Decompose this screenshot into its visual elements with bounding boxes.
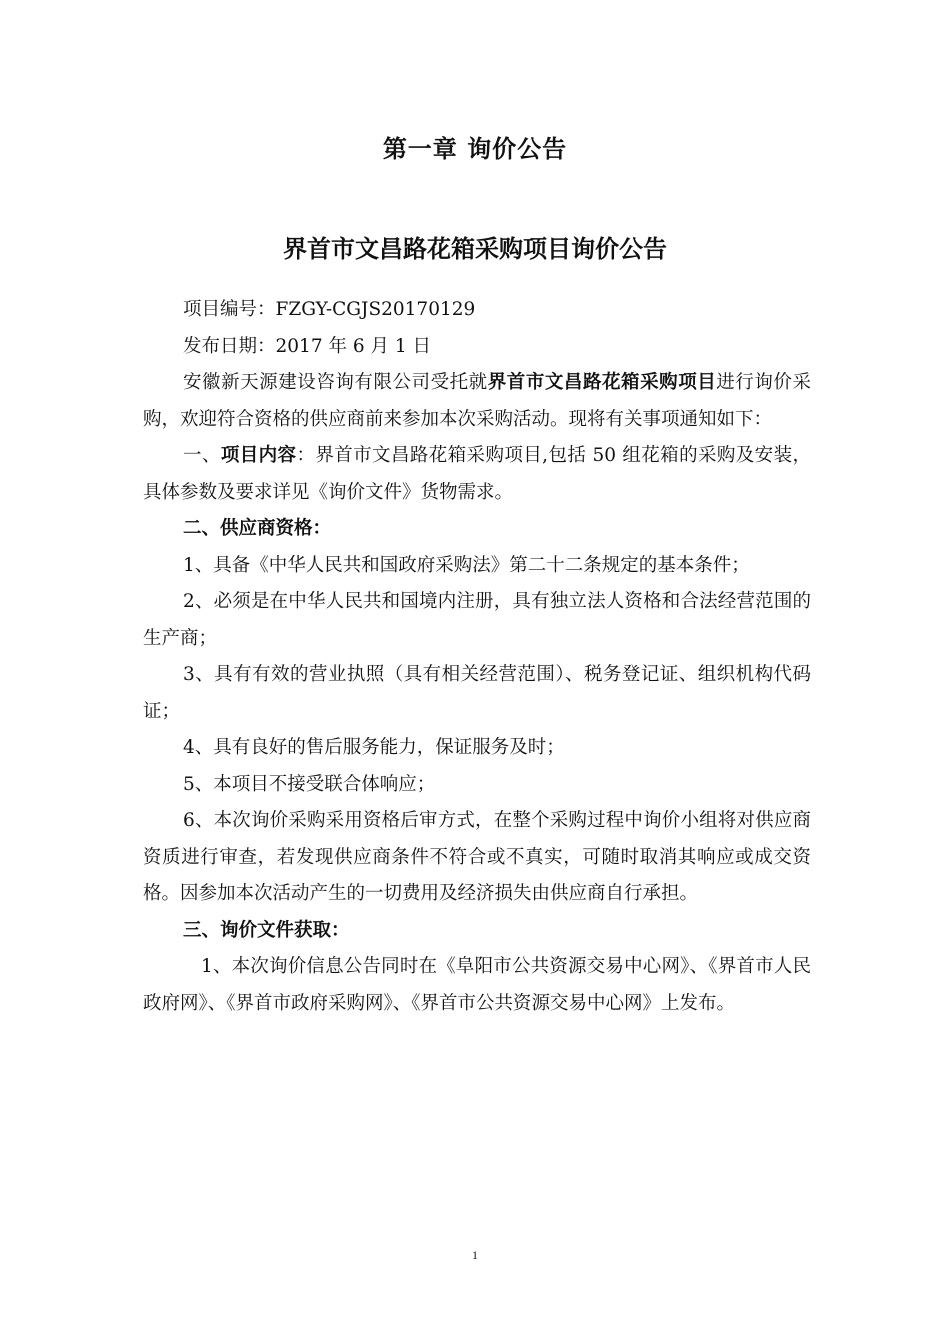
publish-date-line xyxy=(143,329,811,366)
qualification-item-5: 5、本项目不接受联合体响应； xyxy=(183,773,436,795)
publish-date-label: 发布日期： xyxy=(183,335,276,357)
section-1-text: ：界首市文昌路花箱采购项目,包括 50 组花箱的采购及安装，具体参数及要求详见《询价文件》货物需求。 xyxy=(143,445,811,503)
project-number-label: 项目编号： xyxy=(183,299,276,320)
publish-date-value: 2017 年 6 月 1 日 xyxy=(275,335,432,357)
intro-text-end: 进行询价采购，欢迎符合资格的供应商前来参加本次采购活动。现将有关事项通知如下： xyxy=(143,372,811,430)
document-acquisition-item-1: 1、本次询价信息公告同时在《阜阳市公共资源交易中心网》、《界首市人民政府网》、《界首市政府采购网》、《界首市公共资源交易中心网》上发布。 xyxy=(143,956,811,1014)
page-number: 1 xyxy=(472,1248,478,1262)
qualification-item-6: 6、本次询价采购采用资格后审方式，在整个采购过程中询价小组将对供应商资质进行审查，若发现供应商条件不符合或不真实，可随时取消其响应或成交资格。因参加本次活动产生的一切费用及经济损失由供应商自行承担。 xyxy=(143,810,811,904)
project-number-value: FZGY-CGJS20170129 xyxy=(275,299,476,320)
qualification-item-1: 1、具备《中华人民共和国政府采购法》第二十二条规定的基本条件； xyxy=(183,554,750,576)
qualification-item-2: 2、必须是在中华人民共和国境内注册，具有独立法人资格和合法经营范围的生产商； xyxy=(143,591,811,649)
intro-text-start: 安徽新天源建设咨询有限公司受托就 xyxy=(183,372,488,393)
document-title: 界首市文昌路花箱采购项目询价公告 xyxy=(283,235,667,263)
intro-project-name: 界首市文昌路花箱采购项目 xyxy=(487,372,717,393)
qualification-item-3: 3、具有有效的营业执照（具有相关经营范围）、税务登记证、组织机构代码证； xyxy=(143,664,811,722)
qualification-item-4: 4、具有良好的售后服务能力，保证服务及时； xyxy=(183,737,565,758)
section-1-heading: 项目内容 xyxy=(220,445,297,466)
section-2-heading: 二、供应商资格： xyxy=(183,518,332,539)
chapter-title: 第一章 询价公告 xyxy=(382,135,568,163)
section-3-heading: 三、询价文件获取： xyxy=(183,919,350,941)
section-1-paragraph xyxy=(143,438,811,511)
project-number-line xyxy=(143,292,811,329)
section-1-prefix: 一、 xyxy=(183,445,221,466)
document-body xyxy=(143,292,811,1022)
intro-paragraph xyxy=(143,365,811,438)
